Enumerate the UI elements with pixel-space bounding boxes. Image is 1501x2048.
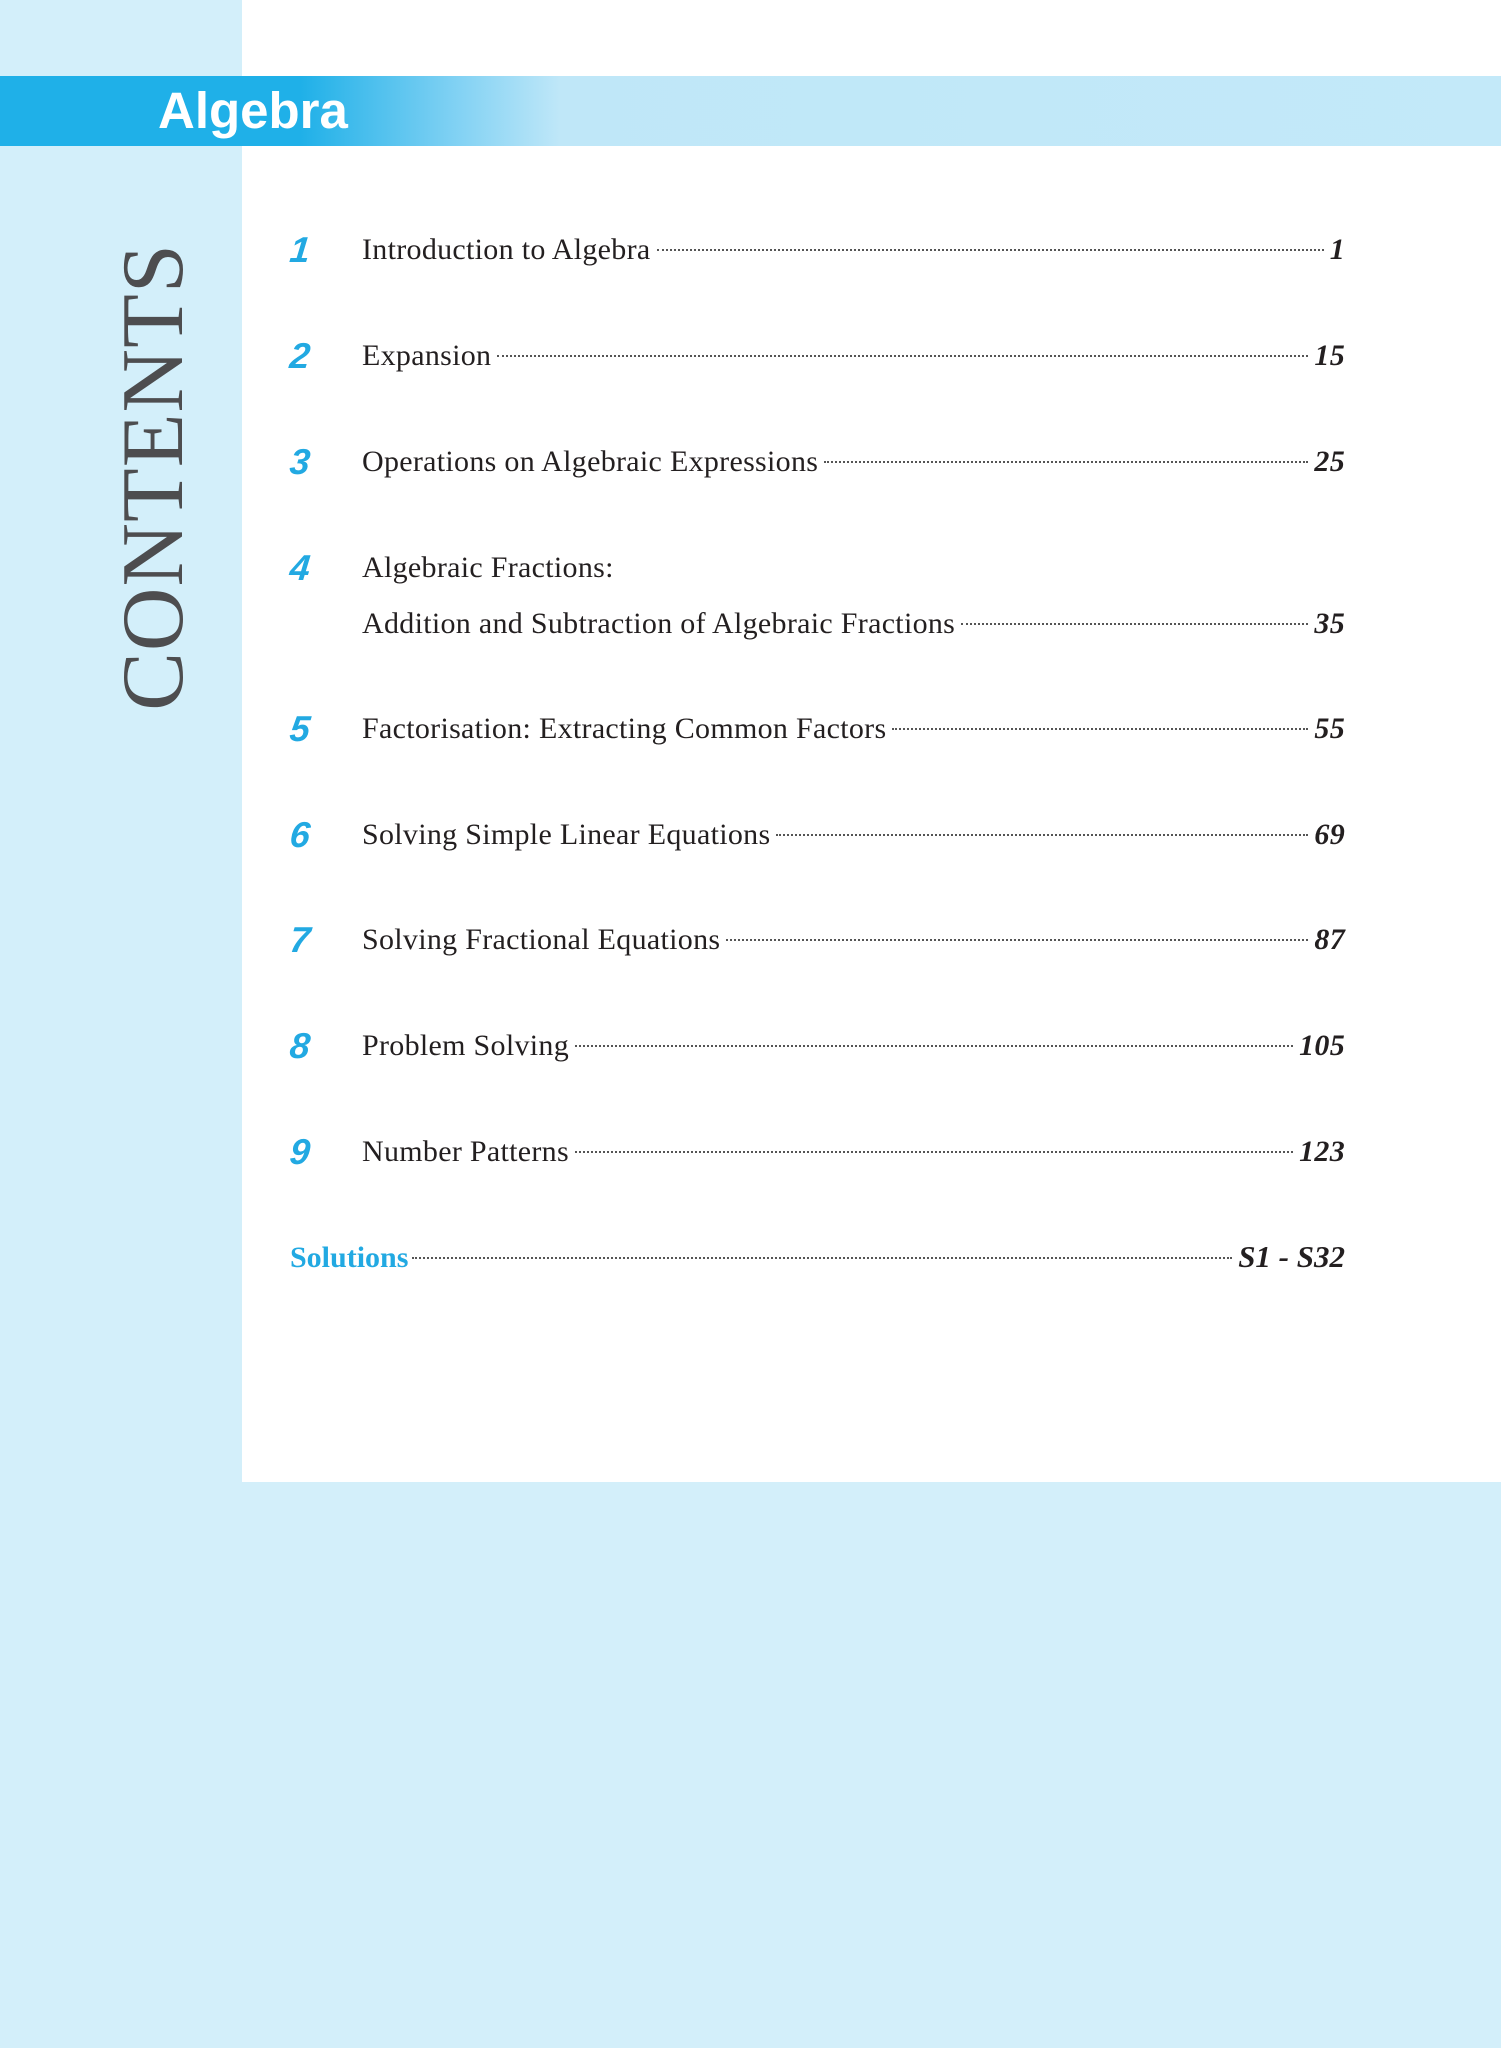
chapter-title: Operations on Algebraic Expressions (362, 445, 819, 478)
solutions-page-range: S1 - S32 (1238, 1239, 1345, 1274)
chapter-number: 8 (287, 1025, 313, 1066)
chapter-number: 6 (287, 814, 313, 855)
chapter-number: 5 (287, 708, 313, 749)
dot-leader (892, 728, 1308, 730)
toc-line (362, 442, 1345, 482)
toc-line (362, 1132, 1345, 1172)
page-number: 1 (1329, 233, 1345, 266)
page-number: 87 (1314, 923, 1345, 956)
chapter-number: 9 (287, 1131, 313, 1172)
chapter-title: Number Patterns (362, 1135, 569, 1168)
chapter-number: 4 (287, 547, 313, 588)
page-number: 55 (1314, 712, 1345, 745)
page-number: 35 (1314, 607, 1345, 640)
chapter-title: Problem Solving (362, 1029, 570, 1062)
toc-line (362, 604, 1345, 644)
page-number: 105 (1299, 1029, 1345, 1062)
toc-entry-solutions[interactable] (290, 1237, 1345, 1278)
page-number: 25 (1314, 445, 1345, 478)
chapter-title: Solving Simple Linear Equations (362, 818, 771, 851)
chapter-number: 1 (287, 229, 313, 270)
dot-leader (575, 1045, 1293, 1047)
dot-leader (726, 939, 1308, 941)
toc-line (362, 920, 1345, 960)
chapter-title: Addition and Subtraction of Algebraic Fractions (362, 607, 956, 640)
contents-side-heading: CONTENTS (105, 243, 202, 711)
toc-line (362, 815, 1345, 855)
chapter-number: 7 (287, 919, 313, 960)
toc-line (362, 336, 1345, 376)
chapter-title-line1: Algebraic Fractions: (362, 551, 614, 584)
dot-leader (824, 461, 1308, 463)
chapter-title: Introduction to Algebra (362, 233, 651, 266)
dot-leader (961, 623, 1308, 625)
dot-leader (776, 834, 1308, 836)
chapter-title: Factorisation: Extracting Common Factors (362, 712, 887, 745)
dot-leader (657, 249, 1324, 251)
page-number: 123 (1299, 1135, 1345, 1168)
page-number: 69 (1314, 818, 1345, 851)
chapter-title: Expansion (362, 339, 492, 372)
dot-leader (575, 1151, 1293, 1153)
toc-line (362, 1026, 1345, 1066)
chapter-number: 3 (287, 441, 313, 482)
page-number: 15 (1314, 339, 1345, 372)
chapter-number: 2 (287, 335, 313, 376)
toc-line (362, 230, 1345, 270)
dot-leader (412, 1257, 1232, 1259)
book-title: Algebra (158, 82, 348, 139)
chapter-title: Solving Fractional Equations (362, 923, 721, 956)
solutions-label: Solutions (290, 1241, 409, 1274)
dot-leader (497, 355, 1308, 357)
toc-line (362, 709, 1345, 749)
